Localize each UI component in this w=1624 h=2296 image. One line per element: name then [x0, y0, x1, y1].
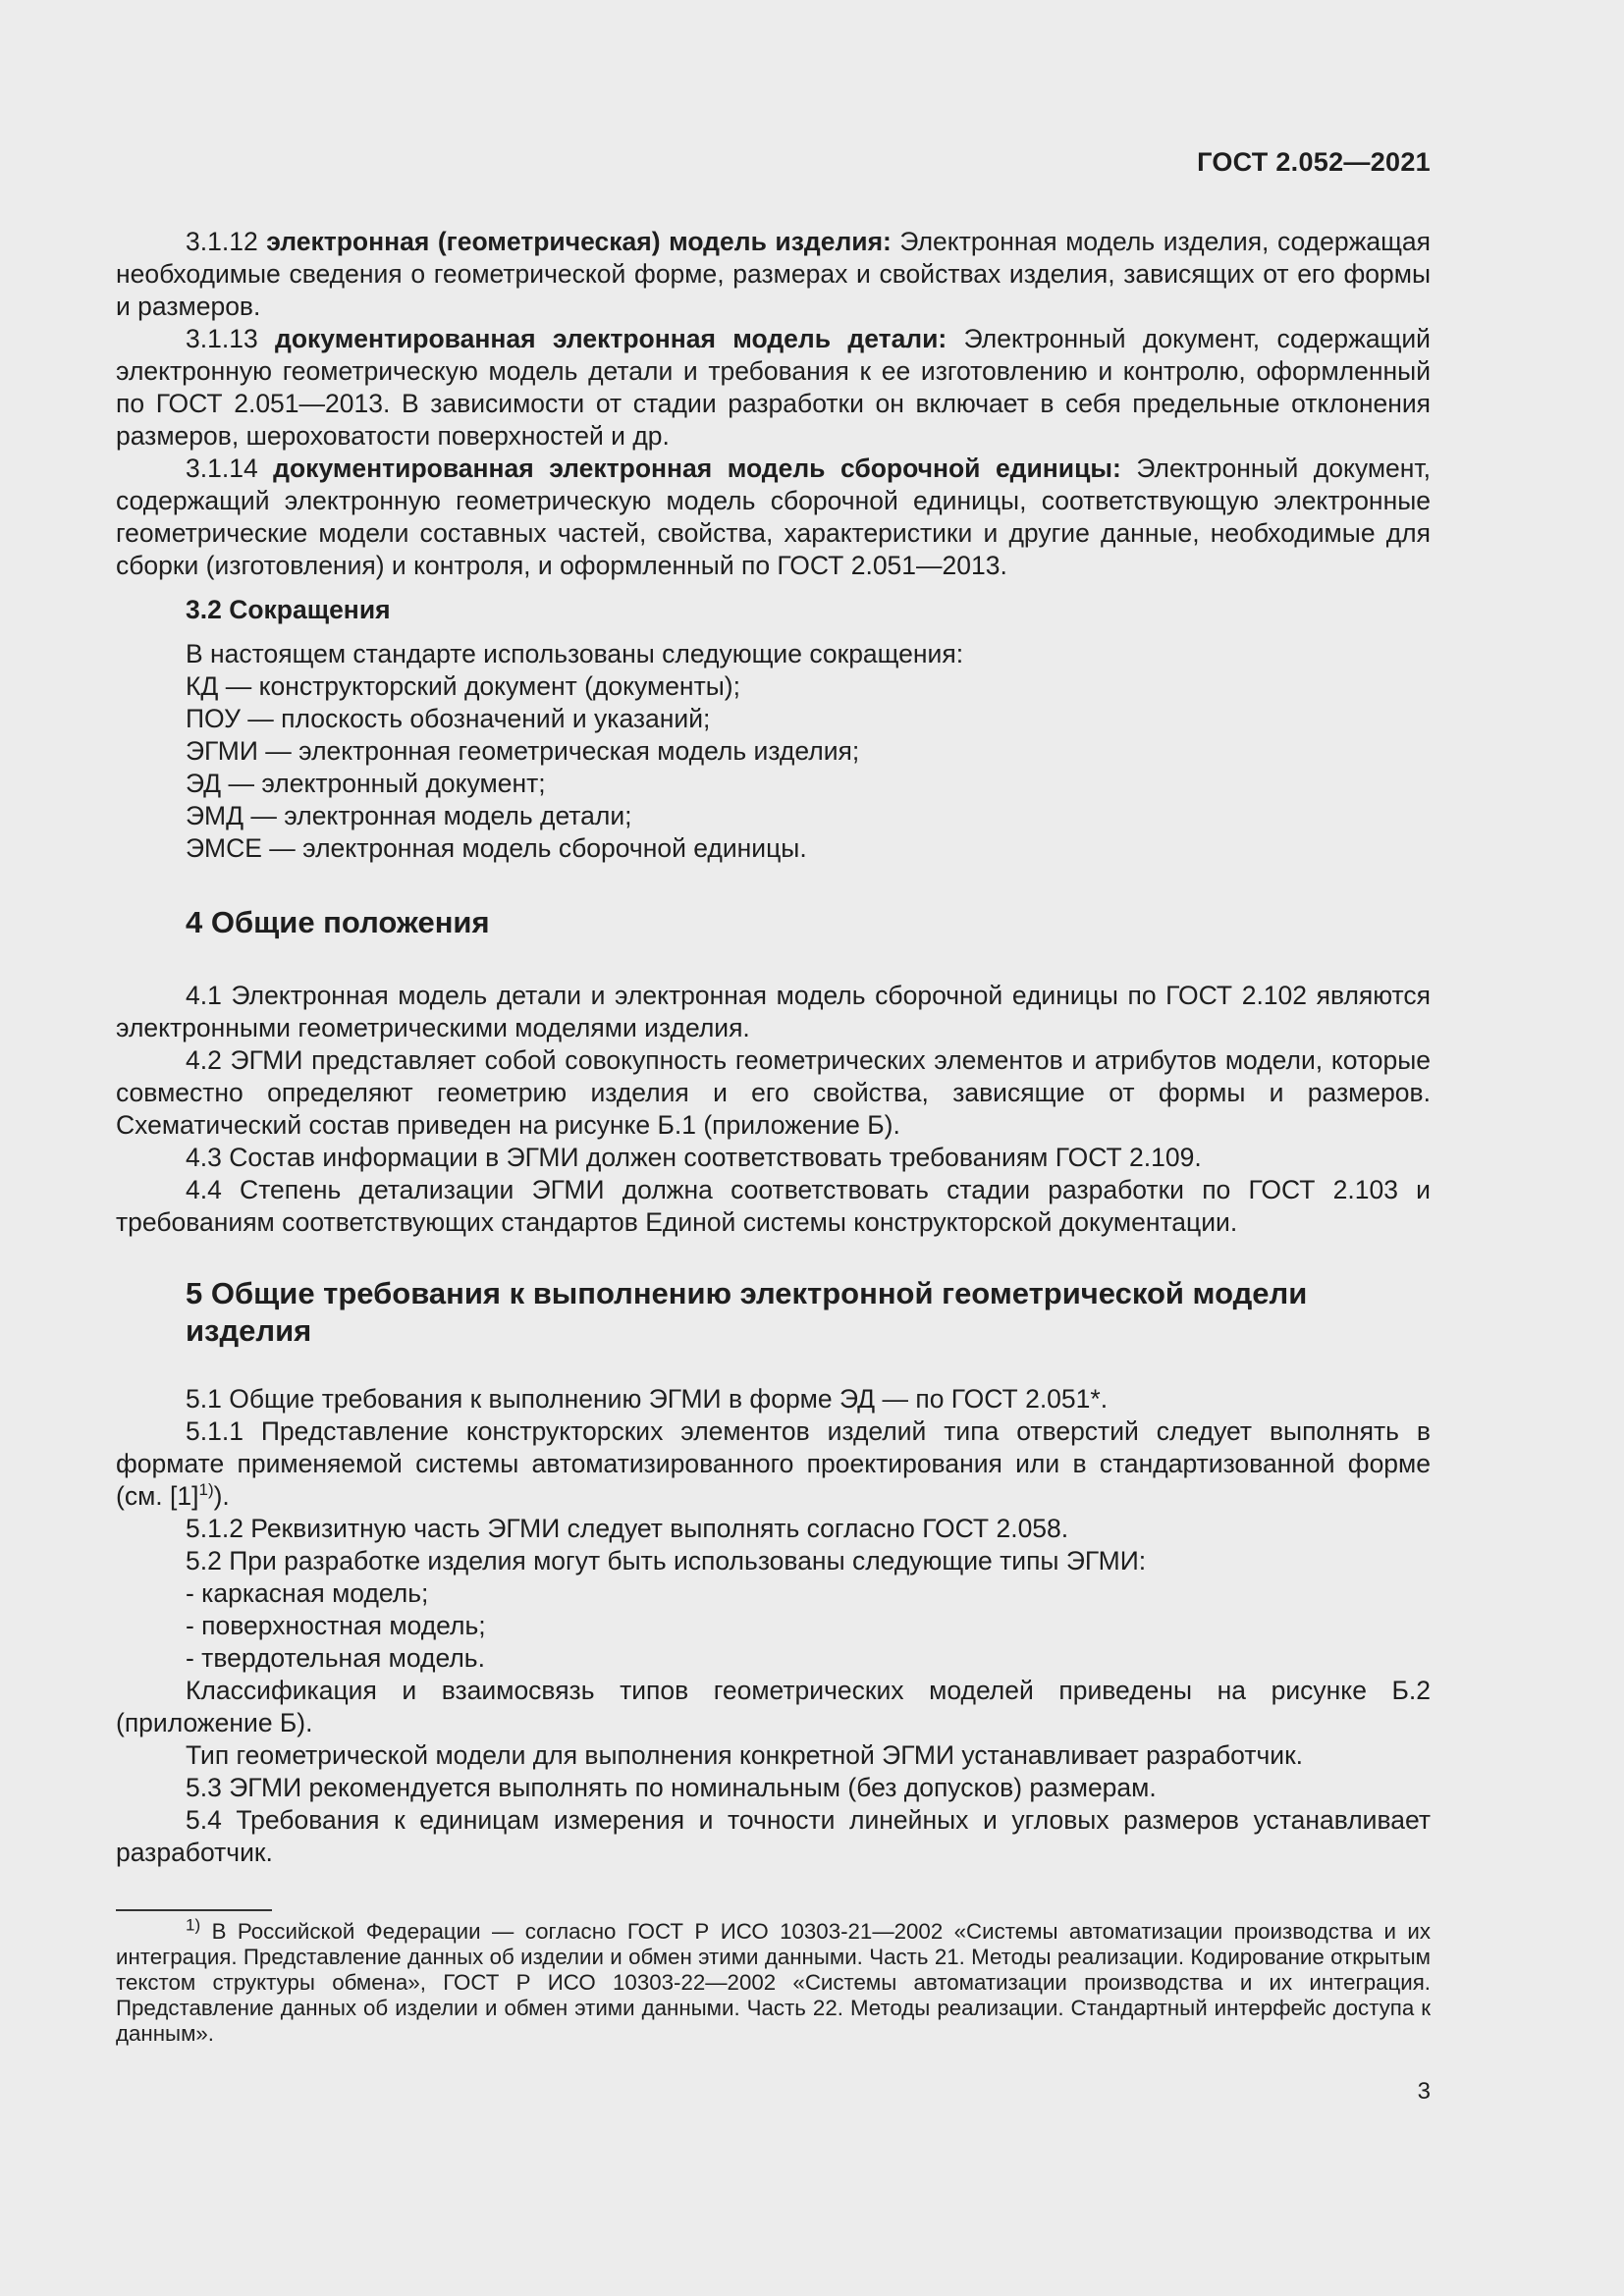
term-3-1-12: 3.1.12 электронная (геометрическая) модель изделия: Электронная модель изделия, содержащая необходимые сведения о геометрической форме, размерах и свойствах изделия, зависящих от его формы и размеров. — [116, 227, 1431, 321]
footnote-ref: 1) — [198, 1480, 214, 1500]
term-3-1-14: 3.1.14 документированная электронная модель сборочной единицы: Электронный документ, содержащий электронную геометрическую модель сборочной единицы, соответствующую электронные геометрические модели составных частей, свойства, характеристики и другие данные, необходимые для сборки (изготовления) и контроля, и оформленный по ГОСТ 2.051—2013. — [116, 454, 1431, 580]
abbreviation-item: ПОУ — плоскость обозначений и указаний; — [186, 704, 711, 733]
footnote-mark: 1) — [186, 1915, 201, 1935]
para-4-2: 4.2 ЭГМИ представляет собой совокупность геометрических элементов и атрибутов модели, которые совместно определяют геометрию изделия и его свойства, зависящие от формы и размеров. Схематический состав приведен на рисунке Б.1 (приложение Б). — [116, 1045, 1431, 1140]
term-3-1-13: 3.1.13 документированная электронная модель детали: Электронный документ, содержащий электронную геометрическую модель детали и требования к ее изготовлению и контролю, оформленный по ГОСТ 2.051—2013. В зависимости от стадии разработки он включает в себя предельные отклонения размеров, шероховатости поверхностей и др. — [116, 324, 1431, 451]
abbreviation-item: ЭМД — электронная модель детали; — [186, 801, 632, 830]
para-5-2: 5.2 При разработке изделия могут быть использованы следующие типы ЭГМИ: — [186, 1546, 1147, 1575]
para-5-1-1: 5.1.1 Представление конструкторских элементов изделий типа отверстий следует выполнять в формате применяемой системы автоматизированного проектирования или в стандартизованной форме (см. $[1]^{1)}$). — [116, 1416, 1431, 1511]
model-type-item: - твердотельная модель. — [186, 1643, 485, 1673]
abbreviation-item: ЭД — электронный документ; — [186, 769, 546, 798]
para-classification: Классификация и взаимосвязь типов геометрических моделей приведены на рисунке Б.2 (приложение Б). — [116, 1676, 1431, 1737]
footnote — [116, 1915, 1431, 2047]
para-4-4: 4.4 Степень детализации ЭГМИ должна соответствовать стадии разработки по ГОСТ 2.103 и требованиям соответствующих стандартов Единой системы конструкторской документации. — [116, 1175, 1431, 1237]
section-4-heading: 4 Общие положения — [186, 905, 490, 939]
footnote-separator — [116, 1909, 272, 1911]
abbreviations-heading: 3.2 Сокращения — [186, 595, 391, 624]
model-type-item: - каркасная модель; — [186, 1578, 429, 1608]
para-5-1: 5.1 Общие требования к выполнению ЭГМИ в форме ЭД — по ГОСТ 2.051*. — [186, 1384, 1109, 1414]
model-type-item: - поверхностная модель; — [186, 1611, 486, 1640]
para-model-type: Тип геометрической модели для выполнения конкретной ЭГМИ устанавливает разработчик. — [186, 1740, 1304, 1770]
footnote-text: В Российской Федерации — согласно ГОСТ Р ИСО 10303-21—2002 «Системы автоматизации производства и их интеграция. Представление данных об изделии и обмен этими данными. Часть 21. Методы реализации. Кодирование открытым текстом структуры обмена», ГОСТ Р ИСО 10303-22—2002 «Системы автоматизации производства и их интеграция. Представление данных об изделии и обмен этими данными. Часть 22. Методы реализации. Стандартный интерфейс доступа к данным». — [116, 1919, 1431, 2046]
section-5-heading: 5 Общие требования к выполнению электронной геометрической модели изделия — [186, 1276, 1308, 1348]
page-body — [116, 226, 1431, 1869]
abbreviations-intro: В настоящем стандарте использованы следующие сокращения: — [186, 639, 964, 668]
abbreviation-item: ЭМСЕ — электронная модель сборочной единицы. — [186, 833, 807, 863]
abbreviation-item: ЭГМИ — электронная геометрическая модель изделия; — [186, 736, 860, 766]
abbreviation-item: КД — конструкторский документ (документы); — [186, 671, 740, 701]
para-4-1: 4.1 Электронная модель детали и электронная модель сборочной единицы по ГОСТ 2.102 являются электронными геометрическими моделями изделия. — [116, 981, 1431, 1042]
para-5-3: 5.3 ЭГМИ рекомендуется выполнять по номинальным (без допусков) размерам. — [186, 1773, 1157, 1802]
page-number: 3 — [1417, 2078, 1431, 2105]
para-4-3: 4.3 Состав информации в ЭГМИ должен соответствовать требованиям ГОСТ 2.109. — [186, 1143, 1202, 1172]
para-5-1-2: 5.1.2 Реквизитную часть ЭГМИ следует выполнять согласно ГОСТ 2.058. — [186, 1514, 1069, 1543]
document-code: ГОСТ 2.052—2021 — [1197, 147, 1431, 177]
para-5-4: 5.4 Требования к единицам измерения и точности линейных и угловых размеров устанавливает разработчик. — [116, 1805, 1431, 1867]
